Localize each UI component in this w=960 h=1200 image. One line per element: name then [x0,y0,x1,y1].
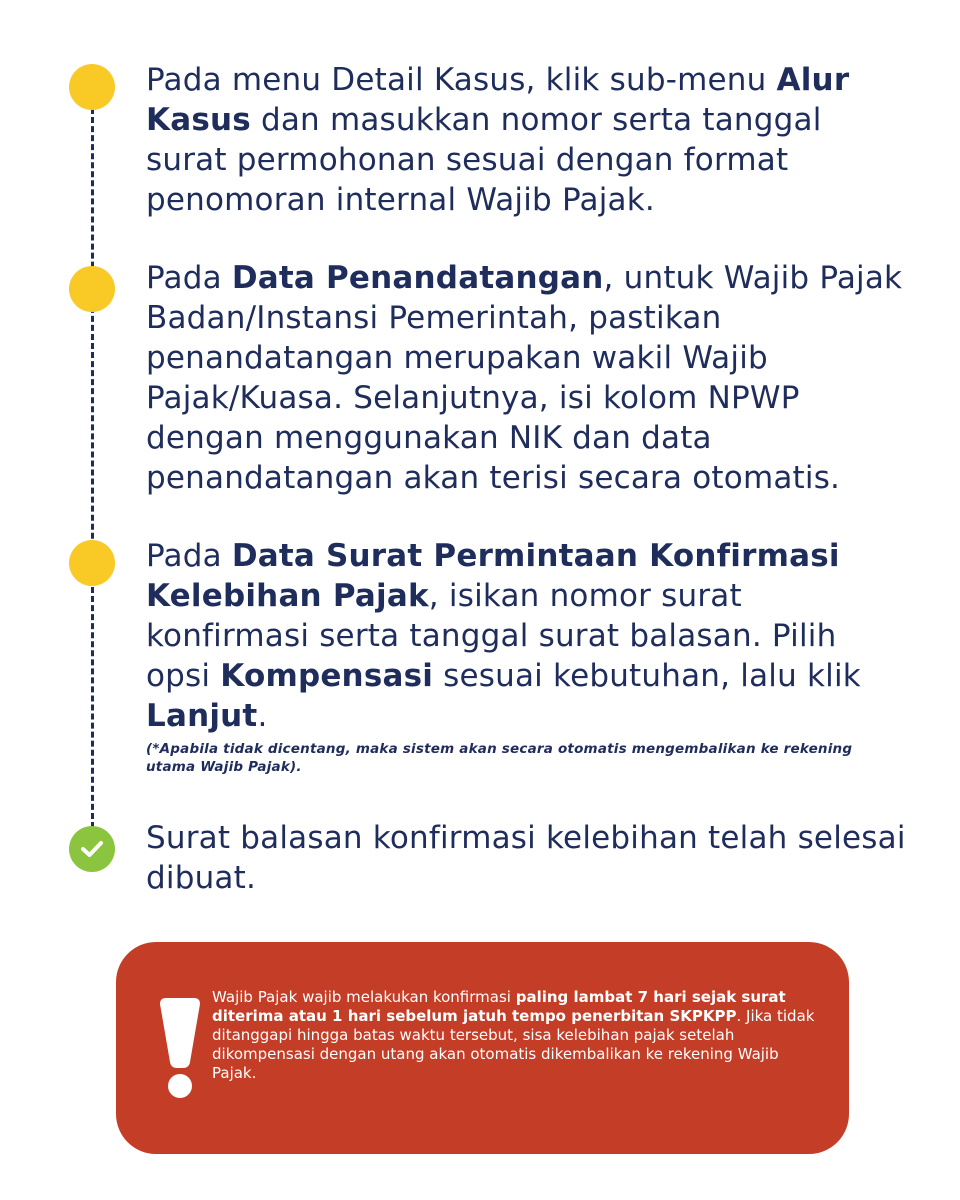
step-3-seg-0: Pada [146,538,232,574]
warning-callout-box [116,942,849,1154]
step-4-text [146,818,906,898]
step-2-seg-0: Pada [146,260,232,296]
step-3-marker-dot [69,540,115,586]
step-4-check-icon [69,826,115,872]
step-3-seg-4: sesuai kebutuhan, lalu klik [433,658,861,694]
step-3-footnote: (*Apabila tidak dicentang, maka sistem akan secara otomatis mengembalikan ke rekening utama Wajib Pajak). [146,741,853,775]
step-2-seg-2: , untuk Wajib Pajak Badan/Instansi Pemerintah, pastikan penandatangan merupakan wakil Wajib Pajak/Kuasa. Selanjutnya, isi kolom NPWP dengan menggunakan NIK dan data penandatangan akan terisi secara otomatis. [146,260,903,496]
step-3-seg-6: . [257,698,268,734]
step-1-text [146,60,906,220]
exclamation-icon [156,998,204,1098]
timeline-dashed-line [91,108,94,828]
alert-seg-1: paling lambat 7 hari sejak surat diterima atau 1 hari sebelum jatuh tempo penerbitan SKPKPP [212,988,786,1025]
step-1-seg-0: Pada menu Detail Kasus, klik sub-menu [146,62,777,98]
step-1-seg-2: dan masukkan nomor serta tanggal surat permohonan sesuai dengan format penomoran internal Wajib Pajak. [146,102,822,218]
step-1-seg-1: Alur Kasus [146,62,850,138]
warning-callout-text [212,988,822,1083]
step-1-marker-dot [69,64,115,110]
step-3-text [146,536,906,776]
alert-seg-2: . Jika tidak ditanggapi hingga batas waktu tersebut, sisa kelebihan pajak setelah dikompensasi dengan utang akan otomatis dikembalikan ke rekening Wajib Pajak. [212,1007,815,1082]
step-3-seg-2: , isikan nomor surat konfirmasi serta tanggal surat balasan. Pilih opsi [146,578,837,694]
alert-seg-0: Wajib Pajak wajib melakukan konfirmasi [212,988,516,1006]
step-2-seg-1: Data Penandatangan [231,260,604,296]
step-4-seg-0: Surat balasan konfirmasi kelebihan telah selesai dibuat. [146,820,906,896]
step-3-seg-5: Lanjut [146,698,258,734]
step-2-text [146,258,906,498]
step-3-seg-3: Kompensasi [220,658,434,694]
step-3-seg-1: Data Surat Permintaan Konfirmasi Kelebihan Pajak [146,538,840,614]
step-2-marker-dot [69,266,115,312]
